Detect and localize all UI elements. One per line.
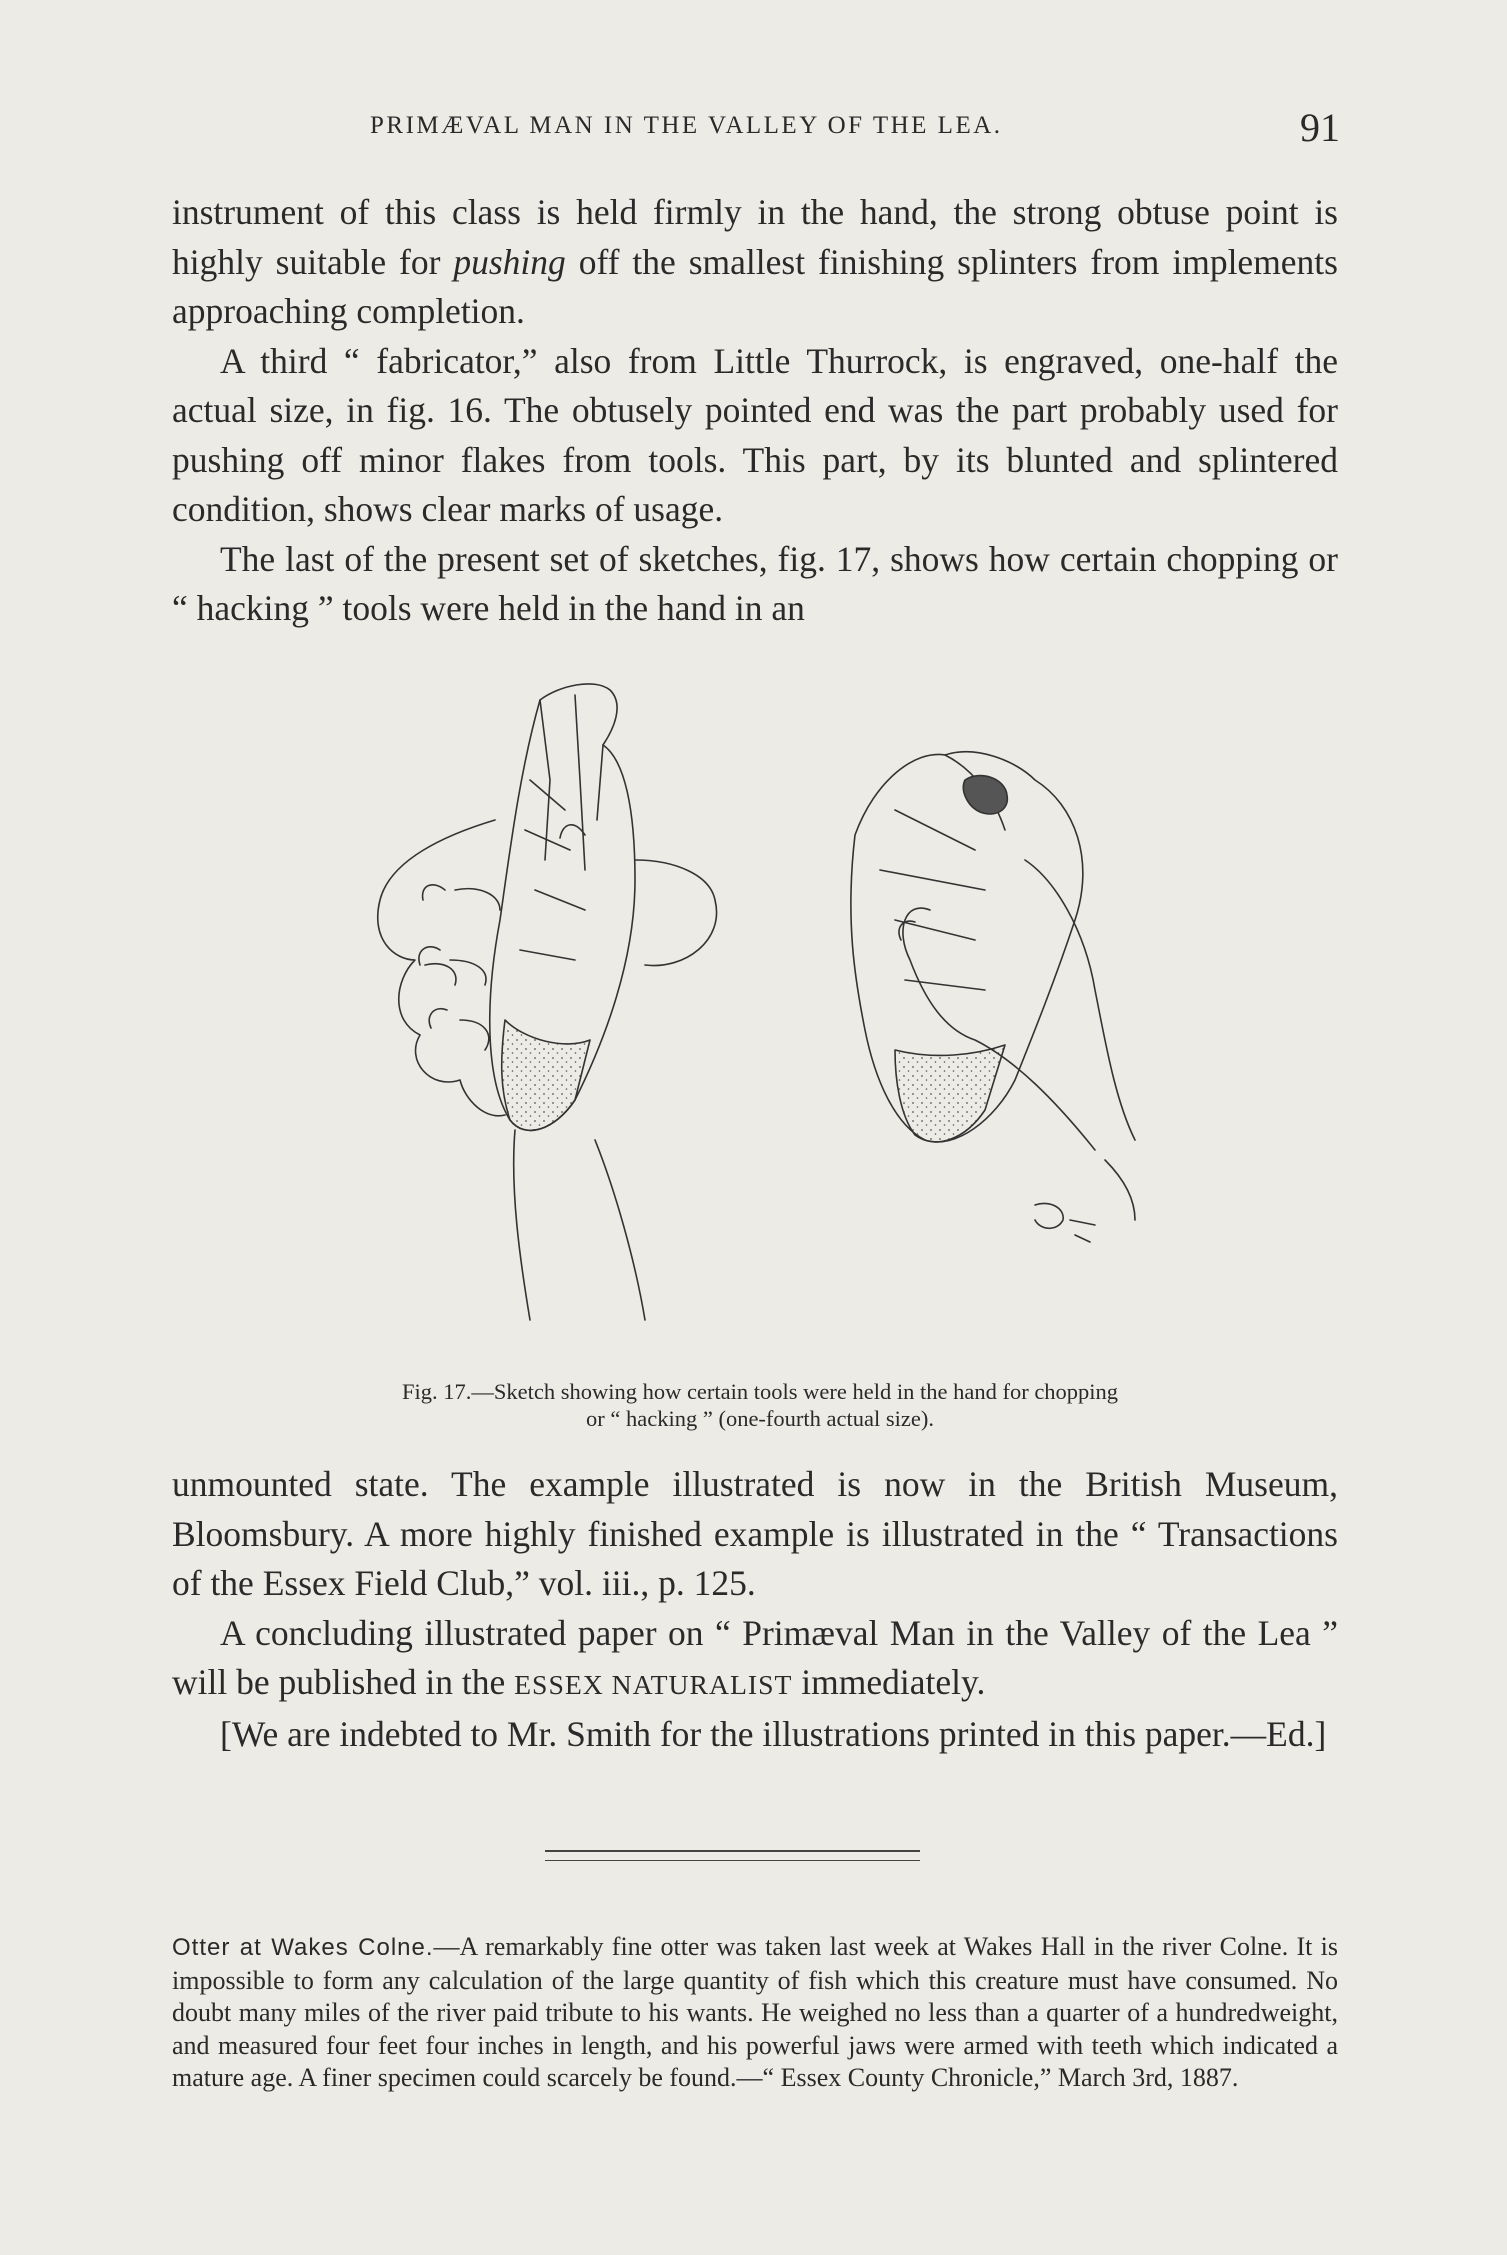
left-hand-with-tool	[378, 684, 717, 1320]
note-body: —A remarkably fine otter was taken last week at Wakes Hall in the river Colne. It is impossible to form any calculation of the large quantity of fish which this creature must have consumed. No doubt many miles of the river paid tribute to his wants. He weighed no less than a quarter of a hundredweight, and measured four feet four inches in length, and his powerful jaws were armed with teeth which indicated a mature age. A finer specimen could scarcely be found.—“ Essex County Chronicle,” March 3rd, 1887.	[172, 1932, 1338, 2092]
otter-note	[172, 1931, 1338, 2095]
figure-caption	[260, 1378, 1260, 1432]
hand-tools-illustration	[335, 660, 1385, 1380]
paragraph-concluding	[172, 1609, 1338, 1710]
text-run: instrument of this class is held firmly in the hand, the strong obtuse point is highly suitable for	[172, 192, 1338, 282]
text-run: off the smallest finishing splinters from implements approaching completion.	[172, 241, 1338, 331]
stone-stipple	[895, 1045, 1005, 1142]
stone-stipple	[502, 1020, 590, 1130]
top-text-block	[172, 188, 1338, 634]
italic-word: pushing	[453, 241, 566, 282]
paragraph-continued	[172, 188, 1338, 337]
paragraph-editor-note: [We are indebted to Mr. Smith for the illustrations printed in this paper.—Ed.]	[220, 1713, 1327, 1754]
section-divider	[545, 1850, 920, 1861]
paragraph-fabricator: A third “ fabricator,” also from Little Thurrock, is engraved, one-half the actual size, in fig. 16. The obtusely pointed end was the part probably used for pushing off minor flakes from tools. This part, by its blunted and splintered condition, shows clear marks of usage.	[172, 340, 1338, 529]
running-title: PRIMÆVAL MAN IN THE VALLEY OF THE LEA.	[370, 112, 1003, 139]
right-hand	[903, 860, 1135, 1220]
flint-cavity	[963, 776, 1007, 814]
text-run: A concluding illustrated paper on “ Primæval Man in the Valley of the Lea ” will be published in the	[172, 1612, 1338, 1702]
note-title: Otter at Wakes Colne.	[172, 1934, 434, 1961]
journal-name: ESSEX NATURALIST	[514, 1669, 793, 1700]
page-number: 91	[1300, 105, 1340, 150]
caption-line-1: Fig. 17.—Sketch showing how certain tools were held in the hand for chopping	[401, 1379, 1119, 1404]
paragraph-unmounted: unmounted state. The example illustrated is now in the British Museum, Bloomsbury. A more highly finished example is illustrated in the “ Transactions of the Essex Field Club,” vol. iii., p. 125.	[172, 1464, 1338, 1603]
caption-line-2: or “ hacking ” (one-fourth actual size).	[586, 1406, 934, 1431]
paragraph-sketches: The last of the present set of sketches, fig. 17, shows how certain chopping or “ hacking ” tools were held in the hand in an	[172, 538, 1338, 628]
page-header	[170, 105, 1340, 152]
right-hand-with-tool	[851, 752, 1135, 1242]
figure-hand-tools	[335, 660, 1385, 1380]
text-run: immediately.	[792, 1662, 986, 1702]
bottom-text-block	[172, 1460, 1338, 1759]
